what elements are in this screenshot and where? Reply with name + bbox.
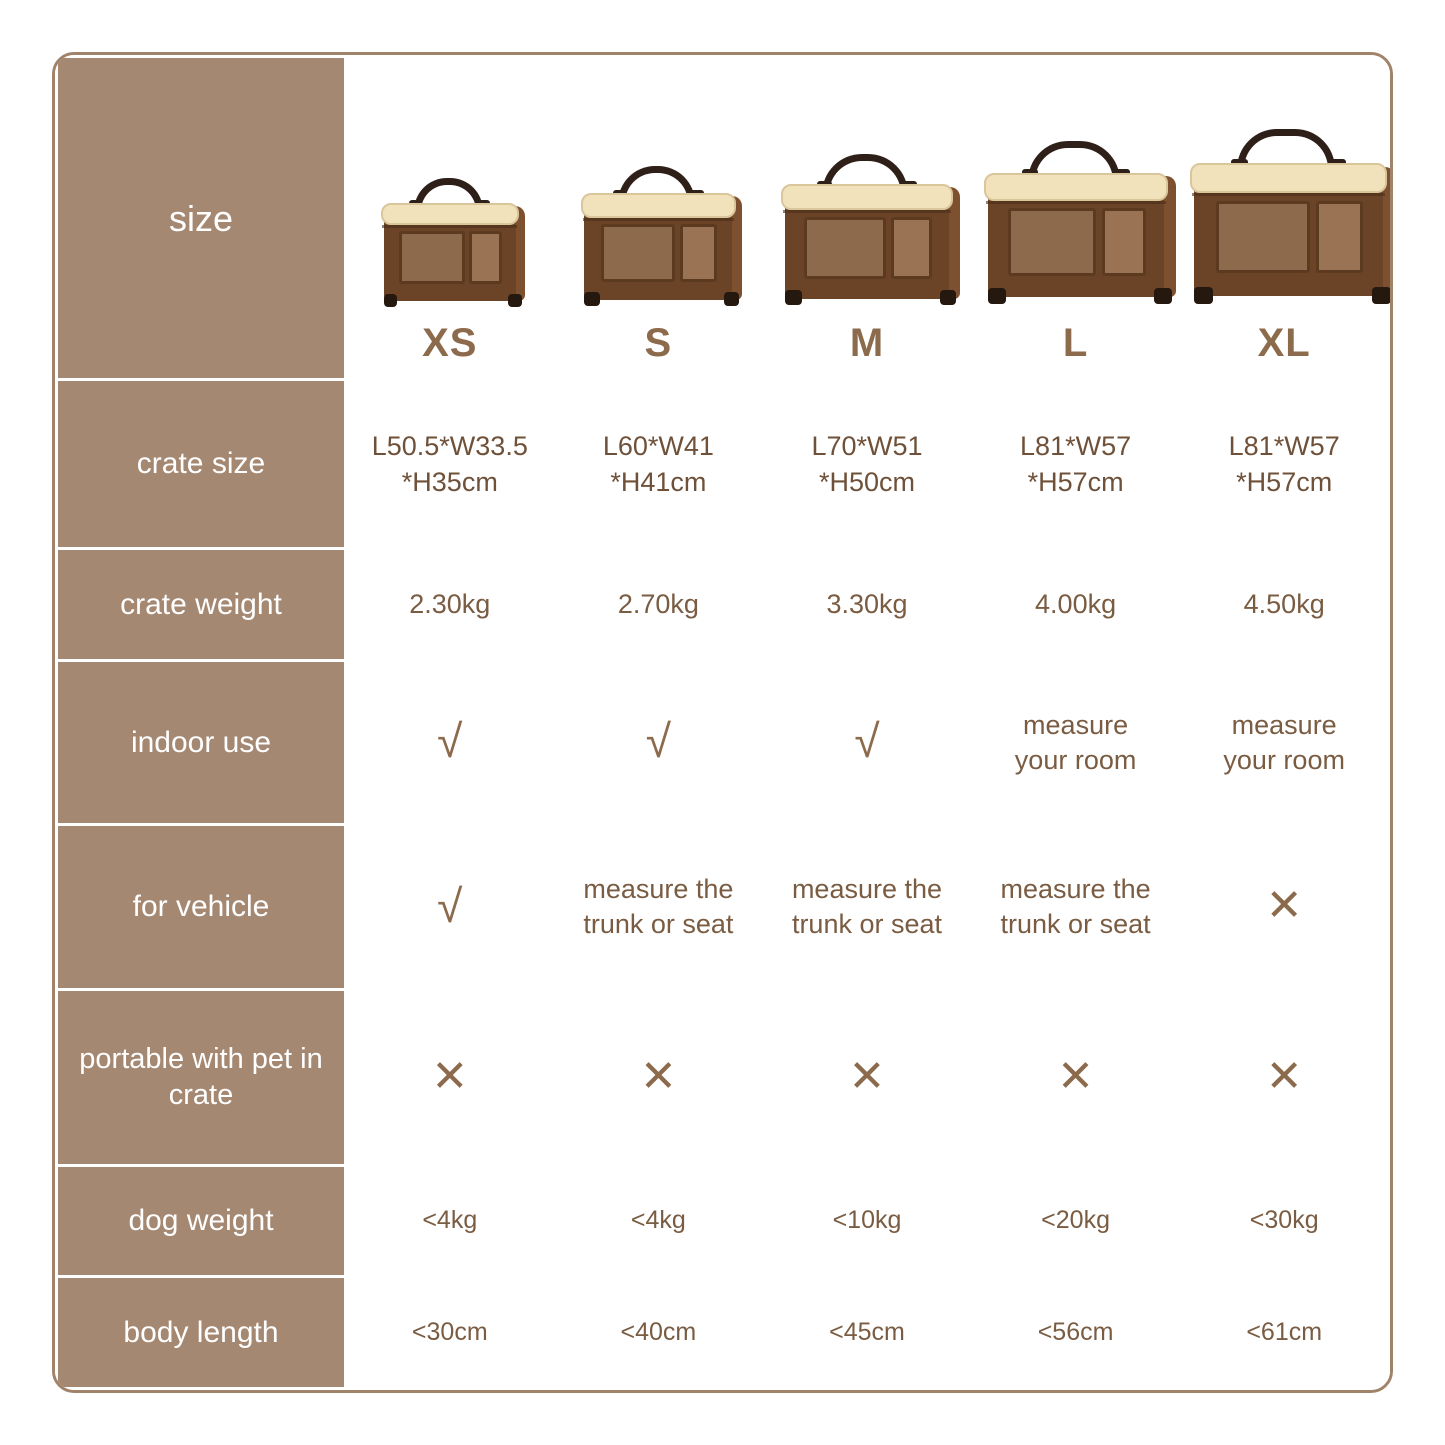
cell-indoor-use-xl	[1180, 660, 1389, 824]
check-icon: √	[437, 879, 463, 932]
cell-body-length-xl: <61cm	[1180, 1277, 1389, 1389]
cell-line2: your room	[1223, 744, 1345, 775]
cell-line2: trunk or seat	[1000, 909, 1151, 940]
spec-table-container	[52, 52, 1393, 1393]
row-label-crate-weight: crate weight	[57, 549, 346, 661]
cell-crate-weight-l: 4.00kg	[971, 549, 1180, 661]
size-letter-s: S	[644, 321, 673, 365]
row-label-crate-size: crate size	[57, 380, 346, 549]
cell-dog-weight-xs: <4kg	[346, 1165, 555, 1277]
size-column-l	[971, 57, 1180, 380]
cell-line2: *H57cm	[1027, 467, 1124, 498]
cell-line1: L81*W57	[1020, 430, 1132, 461]
table-row-size	[57, 57, 1389, 380]
check-icon: √	[854, 715, 880, 768]
cell-body-length-xs: <30cm	[346, 1277, 555, 1389]
cell-line2: trunk or seat	[791, 909, 943, 940]
size-column-s	[554, 57, 763, 380]
table-row-for-vehicle	[57, 825, 1389, 989]
cell-indoor-use-l	[971, 660, 1180, 824]
cell-line1: L60*W41	[602, 430, 714, 461]
cell-line1: L70*W51	[811, 430, 923, 461]
row-label-body-length: body length	[57, 1277, 346, 1389]
row-label-portable: portable with pet in crate	[57, 989, 346, 1165]
cell-line2: *H57cm	[1236, 467, 1333, 498]
crate-image-xl	[1181, 125, 1393, 315]
cell-dog-weight-xl: <30kg	[1180, 1165, 1389, 1277]
cross-icon: ✕	[1057, 1051, 1095, 1101]
cell-portable-l	[971, 989, 1180, 1165]
cell-crate-size-xs	[346, 380, 555, 549]
cell-line1: measure the	[1000, 874, 1151, 904]
cell-body-length-m: <45cm	[763, 1277, 972, 1389]
cell-line2: trunk or seat	[583, 909, 734, 940]
cell-portable-m	[763, 989, 972, 1165]
row-label-dog-weight: dog weight	[57, 1165, 346, 1277]
cell-crate-weight-xl: 4.50kg	[1180, 549, 1389, 661]
crate-image-s	[574, 163, 742, 315]
size-letter-l: L	[1062, 321, 1089, 365]
cell-for-vehicle-s	[554, 825, 763, 989]
cell-line2: *H50cm	[818, 467, 915, 498]
cell-dog-weight-m: <10kg	[763, 1165, 972, 1277]
table-row-crate-size	[57, 380, 1389, 549]
size-column-xs	[346, 57, 555, 380]
cell-portable-s	[554, 989, 763, 1165]
cell-indoor-use-s	[554, 660, 763, 824]
cell-line1: measure	[1231, 709, 1337, 740]
crate-image-xs	[375, 175, 525, 315]
cell-for-vehicle-xs	[346, 825, 555, 989]
cell-indoor-use-m	[763, 660, 972, 824]
cell-line2: your room	[1014, 744, 1137, 775]
cell-crate-weight-xs: 2.30kg	[346, 549, 555, 661]
check-icon: √	[437, 715, 463, 768]
cell-crate-size-m	[763, 380, 972, 549]
size-letter-xl: XL	[1257, 321, 1311, 365]
table-row-body-length	[57, 1277, 1389, 1389]
spec-table	[55, 55, 1390, 1390]
cross-icon: ✕	[848, 1051, 886, 1101]
size-column-m	[763, 57, 972, 380]
table-row-dog-weight	[57, 1165, 1389, 1277]
cell-crate-weight-m: 3.30kg	[763, 549, 972, 661]
cell-crate-size-s	[554, 380, 763, 549]
table-row-indoor-use	[57, 660, 1389, 824]
size-column-xl	[1180, 57, 1389, 380]
cell-line1: L81*W57	[1228, 430, 1340, 461]
cell-crate-weight-s: 2.70kg	[554, 549, 763, 661]
cell-dog-weight-l: <20kg	[971, 1165, 1180, 1277]
cross-icon: ✕	[1265, 1051, 1303, 1101]
cell-dog-weight-s: <4kg	[554, 1165, 763, 1277]
cell-line1: measure	[1023, 709, 1129, 740]
cross-icon: ✕	[1265, 881, 1303, 931]
cell-portable-xs	[346, 989, 555, 1165]
size-letter-xs: XS	[422, 321, 478, 365]
cell-body-length-l: <56cm	[971, 1277, 1180, 1389]
cell-indoor-use-xs	[346, 660, 555, 824]
cell-body-length-s: <40cm	[554, 1277, 763, 1389]
cell-crate-size-l	[971, 380, 1180, 549]
cell-line1: L50.5*W33.5	[371, 430, 528, 461]
cell-crate-size-xl	[1180, 380, 1389, 549]
cell-line2: *H41cm	[610, 467, 707, 498]
cross-icon: ✕	[431, 1051, 469, 1101]
crate-image-m	[774, 151, 960, 315]
cell-line1: measure the	[791, 874, 943, 904]
table-row-portable	[57, 989, 1389, 1165]
cell-portable-xl	[1180, 989, 1389, 1165]
cross-icon: ✕	[639, 1051, 677, 1101]
cell-line2: *H35cm	[401, 467, 498, 498]
size-letter-m: M	[849, 321, 885, 365]
cell-for-vehicle-m	[763, 825, 972, 989]
row-label-size: size	[57, 57, 346, 380]
table-row-crate-weight	[57, 549, 1389, 661]
crate-image-l	[976, 137, 1176, 315]
cell-line1: measure the	[583, 874, 734, 904]
row-label-for-vehicle: for vehicle	[57, 825, 346, 989]
row-label-indoor-use: indoor use	[57, 660, 346, 824]
cell-for-vehicle-xl	[1180, 825, 1389, 989]
check-icon: √	[645, 715, 672, 768]
cell-for-vehicle-l	[971, 825, 1180, 989]
